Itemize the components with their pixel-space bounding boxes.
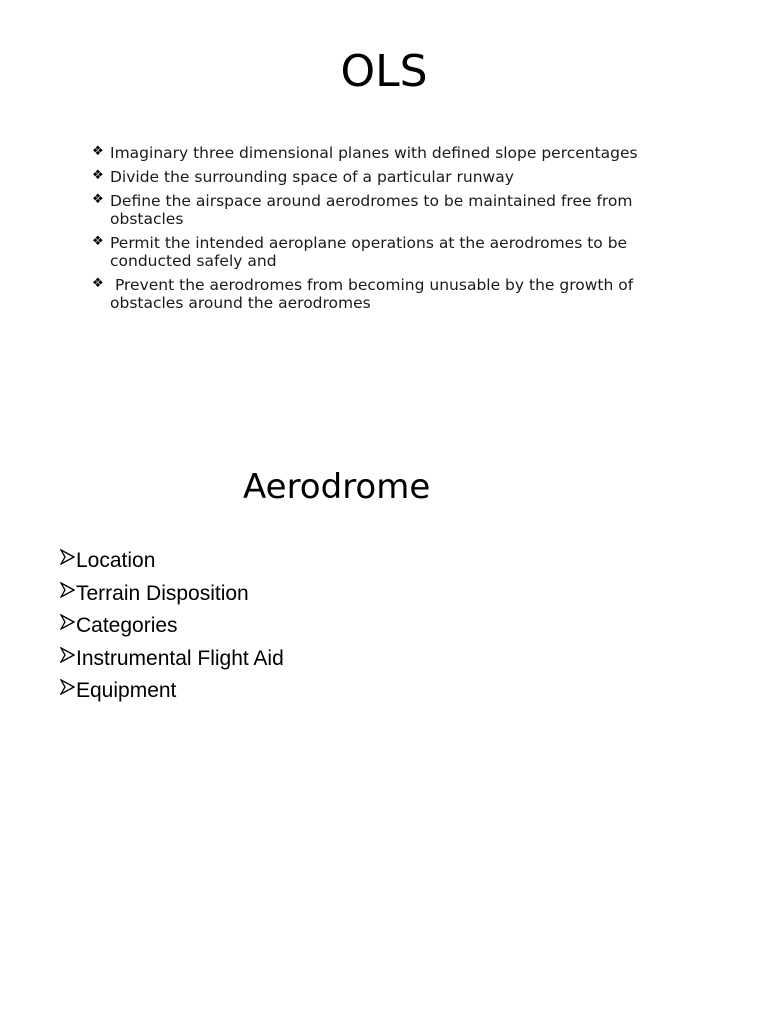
arrow-bullet-icon [60,614,75,630]
list-item [92,192,672,228]
diamond-bullet-icon: ❖ [92,276,104,291]
list-item-text: Define the airspace around aerodromes to be maintained free from obstacles [110,192,633,228]
list-item-text: Equipment [76,679,177,702]
aerodrome-bullet-list [60,548,284,711]
list-item-text: Location [76,549,156,572]
list-item [92,234,672,270]
list-item-text: Prevent the aerodromes from becoming unusable by the growth of obstacles around the aerodromes [110,276,639,312]
aerodrome-title: Aerodrome [243,467,431,507]
arrow-bullet-icon [60,679,75,695]
list-item [60,646,284,672]
list-item-text: Imaginary three dimensional planes with defined slope percentages [110,144,638,162]
arrow-bullet-icon [60,549,75,565]
arrow-bullet-icon [60,582,75,598]
diamond-bullet-icon: ❖ [92,234,104,249]
ols-title: OLS [340,46,428,97]
list-item [60,581,284,607]
list-item [92,144,672,162]
diamond-bullet-icon: ❖ [92,192,104,207]
list-item [92,168,672,186]
ols-bullet-list [92,144,672,318]
list-item-text: Permit the intended aeroplane operations at the aerodromes to be conducted safely and [110,234,628,270]
list-item [60,678,284,704]
list-item-text: Terrain Disposition [76,581,249,605]
list-item [60,613,284,639]
list-item-text: Instrumental Flight Aid [76,646,284,670]
list-item [60,548,284,574]
list-item [92,276,672,312]
list-item-text: Divide the surrounding space of a particular runway [110,168,514,186]
list-item-text: Categories [76,614,178,637]
diamond-bullet-icon: ❖ [92,168,104,183]
diamond-bullet-icon: ❖ [92,144,104,159]
arrow-bullet-icon [60,647,75,663]
